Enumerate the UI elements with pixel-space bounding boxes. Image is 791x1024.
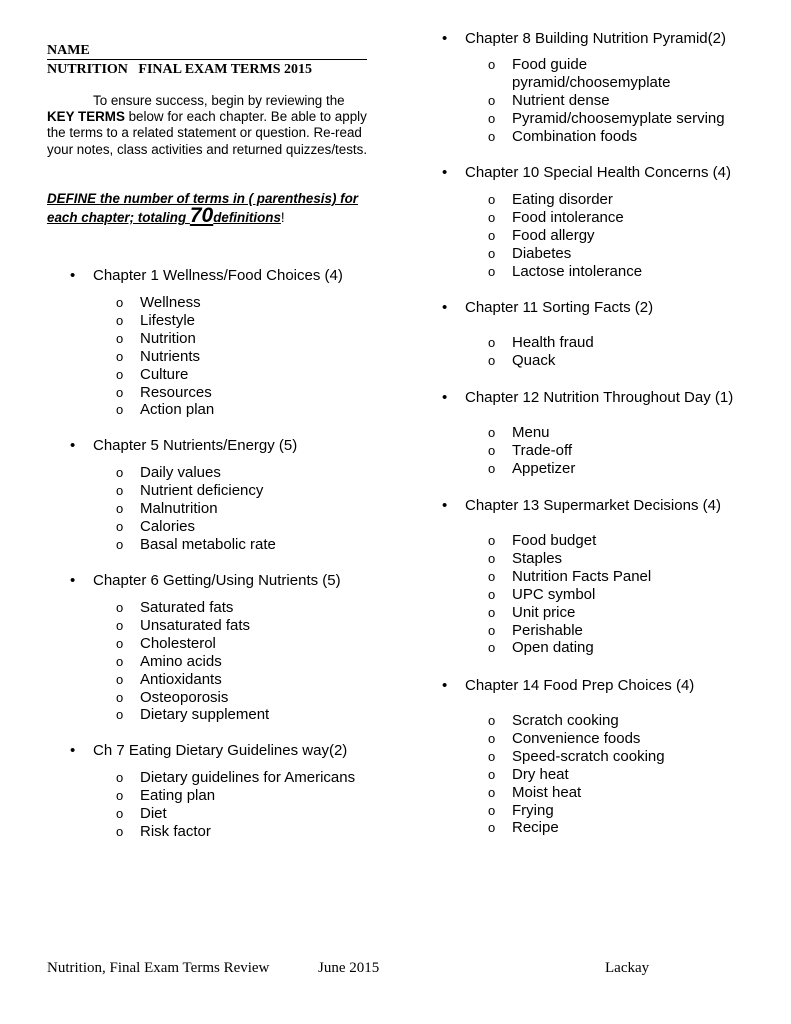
term-item [488, 208, 642, 227]
term-label: Wellness [140, 294, 201, 311]
term-item [488, 603, 651, 622]
term-label: Quack [512, 351, 556, 369]
term-item [116, 499, 276, 518]
intro-rest: below for each chapter. Be able to apply the terms to a related statement or question. Re-read your notes, class activities and returned quizzes/tests. [47, 109, 368, 157]
term-item [116, 652, 269, 671]
term-list [488, 532, 652, 657]
term-label: Trade-off [512, 441, 573, 459]
term-item [116, 329, 214, 348]
term-label: Action plan [140, 401, 215, 419]
term-item [488, 334, 594, 352]
term-item [488, 459, 576, 478]
circle-bullet-icon: o [488, 263, 496, 279]
term-list [488, 56, 725, 146]
term-label: Antioxidants [140, 670, 222, 688]
term-item [488, 819, 665, 837]
chapter-title: Chapter 8 Building Nutrition Pyramid(2) [465, 30, 726, 47]
term-label: Resources [140, 383, 212, 401]
circle-bullet-icon: o [116, 312, 124, 328]
circle-bullet-icon: o [116, 600, 124, 615]
circle-bullet-icon: o [116, 689, 124, 705]
term-label: Speed-scratch cooking [512, 747, 665, 765]
term-item [488, 801, 665, 820]
term-label: Dietary guidelines for Americans [140, 769, 356, 786]
exclamation: ! [280, 210, 285, 225]
name-label: NAME [47, 43, 90, 58]
term-item [488, 585, 651, 604]
term-item [116, 347, 214, 366]
circle-bullet-icon: o [488, 245, 496, 261]
define-instruction [47, 190, 369, 226]
intro-paragraph [47, 93, 369, 158]
circle-bullet-icon: o [488, 802, 496, 818]
circle-bullet-icon: o [488, 128, 496, 144]
term-label: Appetizer [512, 459, 576, 477]
term-label: Diabetes [512, 244, 572, 262]
term-item [488, 549, 651, 568]
term-label: Lifestyle [140, 311, 196, 329]
term-label: Basal metabolic rate [140, 535, 276, 553]
term-label: Malnutrition [140, 499, 218, 517]
term-label: Diet [140, 804, 167, 822]
circle-bullet-icon: o [116, 635, 124, 651]
footer-date: June 2015 [318, 960, 380, 976]
circle-bullet-icon: o [488, 533, 496, 548]
circle-bullet-icon: o [488, 227, 496, 243]
circle-bullet-icon: o [116, 348, 124, 364]
circle-bullet-icon: o [116, 536, 124, 552]
term-item [488, 441, 575, 460]
term-item [512, 74, 725, 92]
term-list [488, 191, 643, 281]
term-item [488, 191, 642, 209]
term-item [116, 616, 269, 635]
term-label: Convenience foods [512, 729, 641, 747]
term-item [488, 712, 665, 730]
term-item [116, 517, 276, 536]
term-label: Food guide [512, 56, 588, 73]
circle-bullet-icon: o [488, 713, 496, 728]
term-label: Unsaturated fats [140, 616, 251, 634]
term-item [488, 747, 665, 766]
circle-bullet-icon: o [488, 425, 496, 440]
term-label: Food allergy [512, 226, 595, 244]
term-label: Nutrient deficiency [140, 481, 264, 499]
term-label: Scratch cooking [512, 712, 619, 729]
term-label: Nutrition [140, 329, 196, 347]
term-label: Nutrients [140, 347, 201, 365]
circle-bullet-icon: o [116, 671, 124, 687]
term-item [488, 424, 575, 442]
bullet-icon: • [70, 572, 76, 589]
term-label: Combination foods [512, 127, 638, 145]
term-item [488, 621, 651, 640]
circle-bullet-icon: o [116, 384, 124, 400]
term-label: Food intolerance [512, 208, 624, 226]
bullet-icon: • [442, 164, 448, 181]
circle-bullet-icon: o [488, 460, 496, 476]
term-item [116, 365, 214, 384]
circle-bullet-icon: o [488, 352, 496, 368]
term-item [488, 262, 643, 281]
definitions-word: definitions [213, 210, 281, 225]
term-label: Lactose intolerance [512, 262, 643, 280]
term-label: Staples [512, 549, 563, 567]
bullet-icon: • [442, 677, 448, 694]
define-text: DEFINE the number of terms in ( parenthesis) for each chapter; totaling [47, 191, 358, 225]
term-item [488, 56, 725, 74]
term-item [488, 91, 725, 110]
term-label: Unit price [512, 603, 576, 621]
circle-bullet-icon: o [116, 500, 124, 516]
chapter-title: Chapter 6 Getting/Using Nutrients (5) [93, 572, 341, 589]
term-label: UPC symbol [512, 585, 596, 603]
chapter-title: Chapter 11 Sorting Facts (2) [465, 299, 654, 316]
circle-bullet-icon: o [488, 604, 496, 620]
chapter-title: Chapter 1 Wellness/Food Choices (4) [93, 267, 343, 284]
term-list [116, 769, 356, 841]
circle-bullet-icon: o [488, 748, 496, 764]
term-item [488, 226, 642, 245]
term-label: Nutrition Facts Panel [512, 567, 652, 585]
term-list [488, 334, 594, 370]
term-label: Cholesterol [140, 634, 216, 652]
key-terms-label: KEY TERMS [47, 109, 125, 125]
term-item [116, 464, 276, 482]
term-item [488, 351, 594, 370]
term-list [488, 712, 665, 837]
term-item [488, 109, 725, 128]
term-list [116, 294, 215, 419]
term-item [488, 127, 725, 146]
term-label: Eating disorder [512, 191, 613, 208]
circle-bullet-icon: o [116, 707, 124, 723]
circle-bullet-icon: o [488, 110, 496, 126]
term-item [488, 567, 652, 586]
bullet-icon: • [70, 742, 76, 759]
term-label: Perishable [512, 621, 583, 639]
term-item [488, 729, 665, 748]
term-label: pyramid/choosemyplate [512, 73, 671, 91]
term-label: Nutrient dense [512, 91, 610, 109]
circle-bullet-icon: o [116, 366, 124, 382]
bullet-icon: • [442, 299, 448, 316]
chapter-title: Chapter 13 Supermarket Decisions (4) [465, 497, 721, 514]
circle-bullet-icon: o [488, 784, 496, 800]
term-item [116, 535, 276, 554]
term-item [116, 383, 214, 402]
term-item [488, 765, 665, 784]
term-item [116, 786, 355, 805]
term-item [116, 804, 355, 823]
circle-bullet-icon: o [116, 805, 124, 821]
term-label: Open dating [512, 639, 594, 657]
circle-bullet-icon: o [488, 57, 496, 72]
circle-bullet-icon: o [488, 335, 496, 350]
circle-bullet-icon: o [488, 730, 496, 746]
circle-bullet-icon: o [488, 766, 496, 782]
chapter-title: Chapter 5 Nutrients/Energy (5) [93, 437, 298, 454]
term-item [488, 783, 665, 802]
circle-bullet-icon: o [488, 640, 496, 656]
term-item [116, 706, 270, 724]
term-label: Pyramid/choosemyplate serving [512, 109, 725, 127]
footer-title: Nutrition, Final Exam Terms Review [47, 960, 270, 976]
chapter-title: Chapter 10 Special Health Concerns (4) [465, 164, 731, 181]
term-item [116, 401, 215, 419]
term-item [116, 688, 269, 707]
circle-bullet-icon: o [116, 823, 124, 839]
circle-bullet-icon: o [116, 653, 124, 669]
chapter-title: Ch 7 Eating Dietary Guidelines way(2) [93, 742, 348, 759]
bullet-icon: • [442, 497, 448, 514]
term-item [116, 481, 276, 500]
bullet-icon: • [442, 389, 448, 406]
document-title: NUTRITION FINAL EXAM TERMS 2015 [47, 62, 312, 77]
bullet-icon: • [70, 437, 76, 454]
term-label: Frying [512, 801, 554, 819]
circle-bullet-icon: o [116, 295, 124, 310]
circle-bullet-icon: o [488, 622, 496, 638]
term-list [488, 424, 576, 478]
term-label: Menu [512, 424, 550, 441]
circle-bullet-icon: o [116, 518, 124, 534]
term-item [116, 311, 214, 330]
circle-bullet-icon: o [488, 92, 496, 108]
term-label: Dry heat [512, 765, 569, 783]
footer-author: Lackay [605, 960, 650, 976]
chapter-title: Chapter 12 Nutrition Throughout Day (1) [465, 389, 734, 406]
chapter-title: Chapter 14 Food Prep Choices (4) [465, 677, 695, 694]
term-item [116, 822, 355, 841]
term-label: Dietary supplement [140, 706, 270, 724]
circle-bullet-icon: o [488, 568, 496, 584]
term-item [116, 769, 356, 787]
term-item [488, 532, 651, 550]
page-footer [47, 958, 667, 978]
name-field-line [47, 43, 367, 60]
term-item [116, 670, 269, 689]
circle-bullet-icon: o [116, 787, 124, 803]
term-label: Saturated fats [140, 599, 234, 616]
term-list [116, 599, 270, 724]
term-label: Moist heat [512, 783, 582, 801]
term-label: Culture [140, 365, 189, 383]
term-label: Risk factor [140, 822, 211, 840]
term-label: Osteoporosis [140, 688, 229, 706]
circle-bullet-icon: o [116, 482, 124, 498]
circle-bullet-icon: o [488, 820, 496, 836]
bullet-icon: • [70, 267, 76, 284]
circle-bullet-icon: o [488, 192, 496, 207]
term-label: Calories [140, 517, 196, 535]
term-label: Daily values [140, 464, 221, 481]
term-label: Recipe [512, 819, 559, 837]
circle-bullet-icon: o [116, 617, 124, 633]
term-label: Amino acids [140, 652, 222, 670]
term-item [116, 599, 269, 617]
circle-bullet-icon: o [488, 442, 496, 458]
total-count: 70 [189, 204, 214, 227]
term-label: Health fraud [512, 334, 594, 351]
term-item [116, 634, 269, 653]
term-label: Food budget [512, 532, 597, 549]
bullet-icon: • [442, 30, 448, 47]
circle-bullet-icon: o [116, 770, 124, 785]
circle-bullet-icon: o [116, 465, 124, 480]
term-label: Eating plan [140, 786, 216, 804]
circle-bullet-icon: o [488, 550, 496, 566]
term-list [116, 464, 276, 554]
circle-bullet-icon: o [116, 402, 124, 418]
term-item [488, 244, 642, 263]
circle-bullet-icon: o [116, 330, 124, 346]
term-item [488, 639, 651, 657]
circle-bullet-icon: o [488, 586, 496, 602]
term-item [116, 294, 214, 312]
circle-bullet-icon: o [488, 209, 496, 225]
intro-line1: To ensure success, begin by reviewing the [93, 93, 345, 108]
